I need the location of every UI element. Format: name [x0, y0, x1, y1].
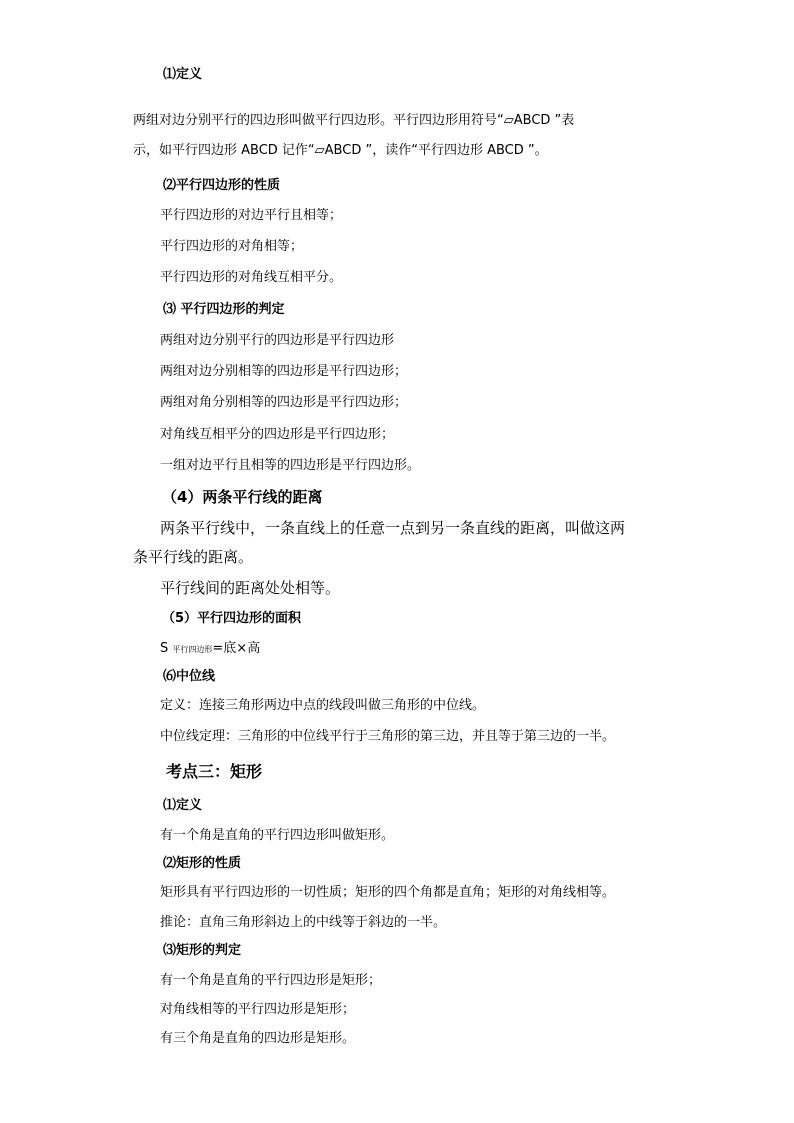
rectangle-definition-heading: ⑴定义 — [163, 798, 203, 813]
criterion-item: 两组对边分别相等的四边形是平行四边形； — [160, 364, 408, 379]
section-2-heading: ⑵平行四边形的性质 — [163, 178, 281, 193]
area-formula-text: =底×高 — [212, 641, 261, 656]
distance-property: 平行线间的距离处处相等。 — [160, 579, 341, 597]
criterion-item: 对角线互相平分的四边形是平行四边形； — [160, 427, 395, 442]
midline-theorem: 中位线定理：三角形的中位线平行于三角形的第三边，并且等于第三边的一半。 — [160, 729, 616, 744]
property-item: 平行四边形的对角线互相平分。 — [160, 270, 343, 285]
criterion-item: 两组对角分别相等的四边形是平行四边形； — [160, 395, 408, 410]
area-subscript: 平行四边形 — [172, 645, 213, 654]
rectangle-properties-heading: ⑵矩形的性质 — [163, 856, 242, 871]
section-1-heading: ⑴定义 — [163, 67, 203, 82]
area-formula — [160, 640, 260, 659]
rectangle-corollary: 推论：直角三角形斜边上的中线等于斜边的一半。 — [160, 915, 447, 930]
midline-definition: 定义：连接三角形两边中点的线段叫做三角形的中位线。 — [160, 698, 486, 713]
area-symbol: S — [160, 641, 169, 656]
property-item: 平行四边形的对边平行且相等； — [160, 208, 343, 223]
criterion-item: 一组对边平行且相等的四边形是平行四边形。 — [160, 458, 421, 473]
distance-paragraph-line-2: 条平行线的距离。 — [133, 548, 254, 566]
section-4-heading: （4）两条平行线的距离 — [162, 488, 323, 506]
section-5-heading: （5）平行四边形的面积 — [162, 611, 302, 626]
rectangle-properties: 矩形具有平行四边形的一切性质；矩形的四个角都是直角；矩形的对角线相等。 — [160, 885, 616, 900]
rectangle-criteria-heading: ⑶矩形的判定 — [163, 943, 242, 958]
criterion-item: 两组对边分别平行的四边形是平行四边形 — [160, 333, 395, 348]
rectangle-criterion: 有一个角是直角的平行四边形是矩形； — [160, 973, 382, 988]
key-point-3-title: 考点三：矩形 — [166, 762, 263, 781]
section-6-heading: ⑹中位线 — [163, 669, 216, 684]
rectangle-definition: 有一个角是直角的平行四边形叫做矩形。 — [160, 828, 395, 843]
definition-line-1: 两组对边分别平行的四边形叫做平行四边形。平行四边形用符号“▱ABCD ”表 — [133, 113, 575, 128]
rectangle-criterion: 有三个角是直角的四边形是矩形。 — [160, 1031, 356, 1046]
section-3-heading: ⑶ 平行四边形的判定 — [163, 302, 285, 317]
definition-line-2: 示，如平行四边形 ABCD 记作“▱ABCD ”，读作“平行四边形 ABCD ”。 — [133, 143, 548, 158]
property-item: 平行四边形的对角相等； — [160, 239, 304, 254]
rectangle-criterion: 对角线相等的平行四边形是矩形； — [160, 1002, 356, 1017]
distance-paragraph-line-1: 两条平行线中，一条直线上的任意一点到另一条直线的距离，叫做这两 — [160, 519, 626, 537]
